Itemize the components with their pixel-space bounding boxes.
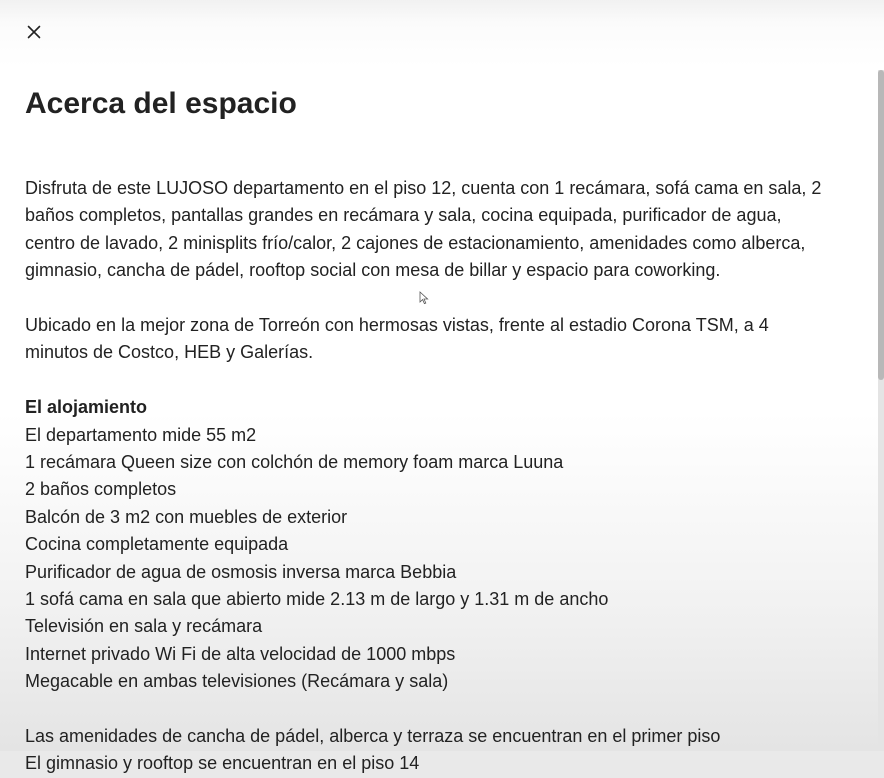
- lodging-item: Megacable en ambas televisiones (Recámara y sala): [25, 671, 449, 692]
- lodging-item: Internet privado Wi Fi de alta velocidad de 1000 mbps: [25, 643, 456, 664]
- amenities-line: Las amenidades de cancha de pádel, alberca y terraza se encuentran en el primer piso: [25, 726, 721, 747]
- lodging-heading: El alojamiento: [25, 397, 148, 418]
- lodging-item: El departamento mide 55 m2: [25, 424, 257, 445]
- intro-line: baños completos, pantallas grandes en recámara y sala, cocina equipada, purificador de agua,: [25, 205, 782, 226]
- modal-header: [0, 0, 884, 66]
- location-line: minutos de Costco, HEB y Galerías.: [25, 342, 314, 363]
- intro-line: gimnasio, cancha de pádel, rooftop social con mesa de billar y espacio para coworking.: [25, 260, 721, 281]
- description-body: [25, 175, 855, 778]
- page-title: Acerca del espacio: [25, 87, 297, 120]
- modal-scroll-area[interactable]: [0, 66, 884, 774]
- amenities-line: El gimnasio y rooftop se encuentran en el piso 14: [25, 753, 420, 774]
- location-line: Ubicado en la mejor zona de Torreón con hermosas vistas, frente al estadio Corona TSM, a 4: [25, 315, 769, 336]
- scrollbar-thumb[interactable]: [878, 70, 884, 380]
- lodging-item: Balcón de 3 m2 con muebles de exterior: [25, 506, 348, 527]
- intro-line: Disfruta de este LUJOSO departamento en el piso 12, cuenta con 1 recámara, sofá cama en sala, 2: [25, 178, 822, 198]
- lodging-item: Purificador de agua de osmosis inversa marca Bebbia: [25, 561, 457, 582]
- lodging-item: Cocina completamente equipada: [25, 534, 289, 555]
- modal-content: [25, 66, 855, 778]
- lodging-item: 2 baños completos: [25, 479, 177, 500]
- mouse-cursor-icon: [419, 291, 429, 305]
- close-icon: [27, 25, 41, 39]
- lodging-item: 1 sofá cama en sala que abierto mide 2.13 m de largo y 1.31 m de ancho: [25, 589, 609, 610]
- lodging-item: Televisión en sala y recámara: [25, 616, 263, 637]
- lodging-item: 1 recámara Queen size con colchón de memory foam marca Luuna: [25, 452, 564, 473]
- close-button[interactable]: [20, 18, 48, 46]
- intro-line: centro de lavado, 2 minisplits frío/calor, 2 cajones de estacionamiento, amenidades como alberca,: [25, 232, 806, 253]
